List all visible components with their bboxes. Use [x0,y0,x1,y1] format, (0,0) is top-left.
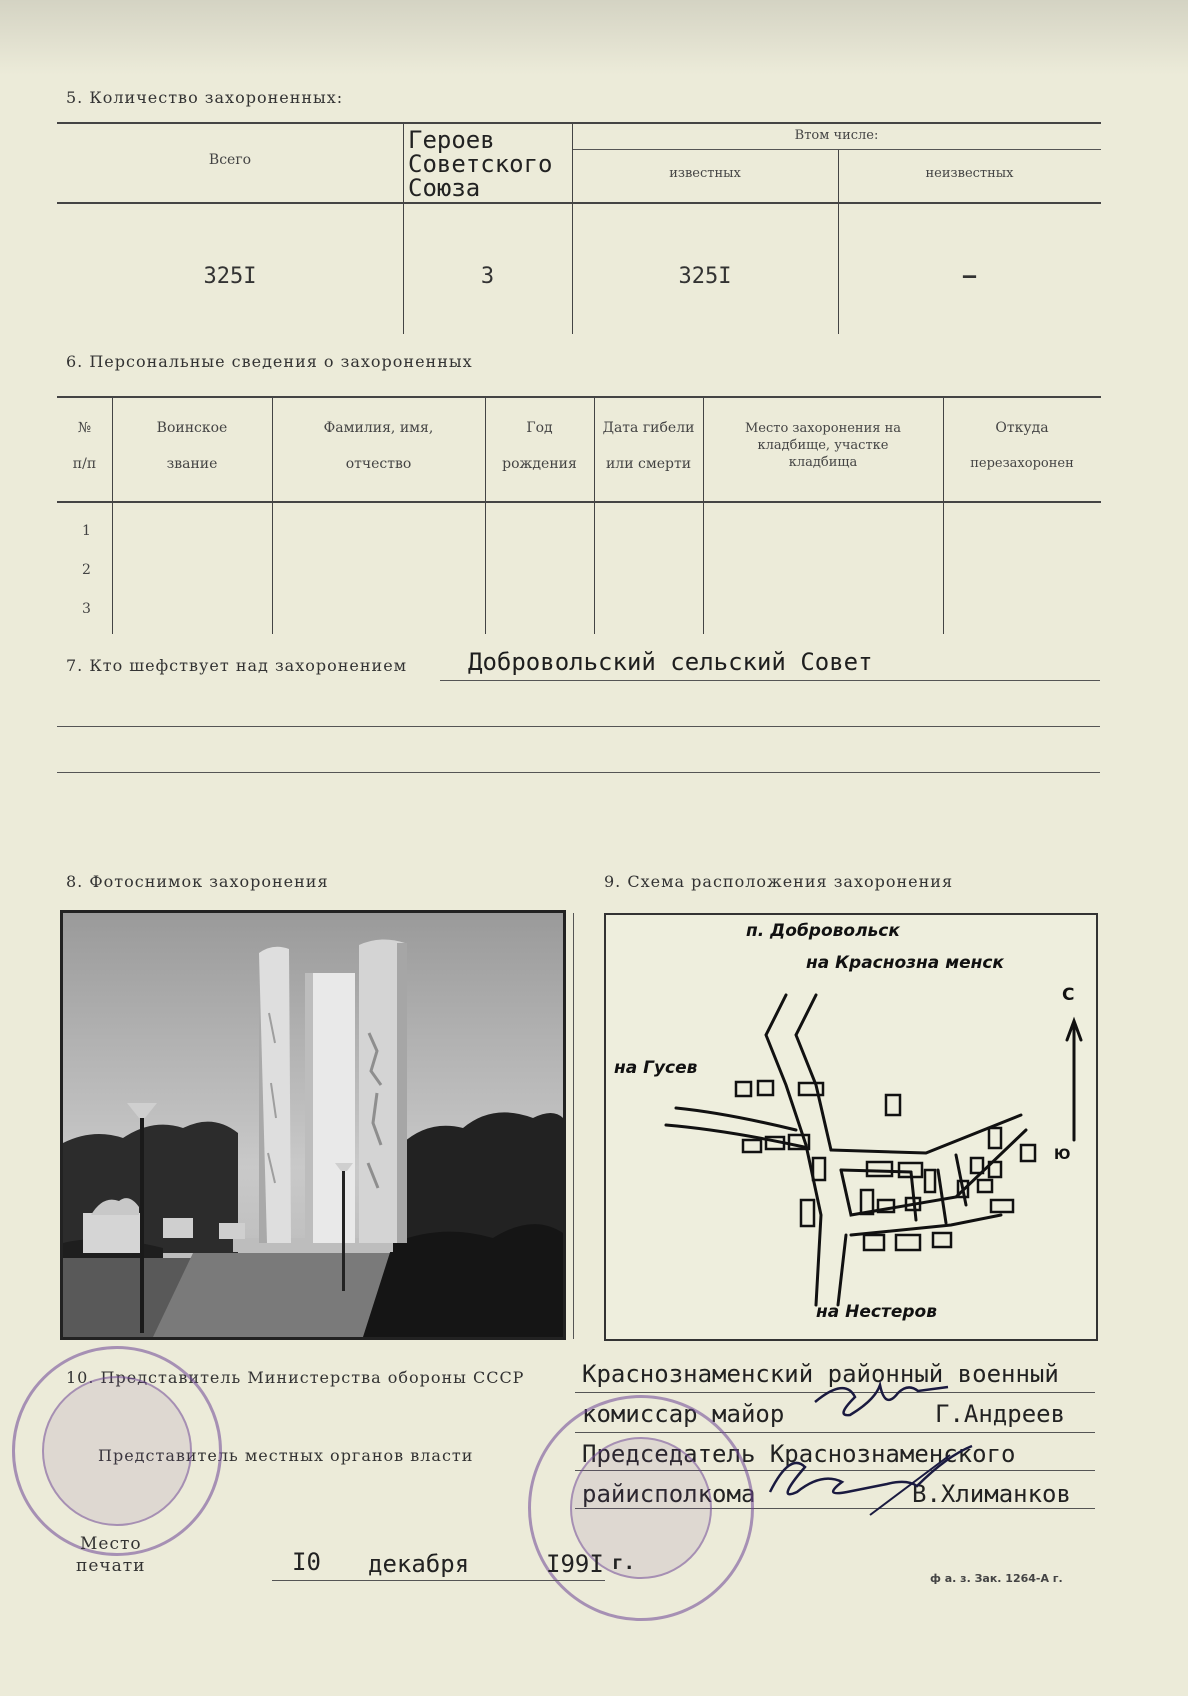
col-name-bottom: отчество [345,456,412,472]
total-header: Всего [208,152,252,168]
col-name-top: Фамилия, имя, [323,420,434,436]
patron-value: Добровольский сельский Совет [468,648,873,676]
row-number: 1 [82,523,91,539]
to-nesterov-label: на Нестеров [816,1302,937,1322]
date-line [345,1580,545,1581]
ministry-line-1: Краснознаменский районный военный [582,1360,1059,1388]
known-value: 325I [678,264,732,289]
location-scheme [604,913,1098,1341]
scheme-map-drawing [606,915,1096,1339]
row-number: 2 [82,562,91,578]
seal-place-label: печати [76,1556,146,1576]
section6-title: 6. Персональные сведения о захороненных [66,352,473,371]
section9-title: 9. Схема расположения захоронения [604,872,954,891]
seal-place-label: Место [80,1534,142,1554]
s7-line [57,772,1100,773]
date-year-suffix: г. [612,1552,635,1574]
date-day: I0 [292,1548,321,1576]
local-line-1: Председатель Краснознаменского [582,1440,1016,1468]
ministry-line-2: комиссар майор [582,1400,785,1428]
col-rank-bottom: звание [166,456,218,472]
left-seal-emblem [42,1376,192,1526]
row-number: 3 [82,601,91,617]
heroes-value: 3 [480,264,495,289]
s5-divider [403,124,404,334]
section7-label: 7. Кто шефствует над захоронением [66,656,408,675]
heroes-header: Героев Советского Союза [408,126,553,202]
local-representative-label: Представитель местных органов власти [98,1446,474,1465]
col-place-top: Место захоронения на кладбище, участке [744,421,902,453]
s5-top-rule [57,122,1101,124]
photo-frame-edge [573,913,574,1339]
s7-line [57,726,1100,727]
col-place-bottom: кладбища [788,455,858,470]
s5-header-rule [57,202,1101,204]
s6-header-rule [57,501,1101,503]
south-label: Ю [1054,1147,1071,1163]
s7-line [440,680,1100,681]
memorial-photo-image [63,913,563,1337]
col-number-bottom: п/п [72,456,97,472]
date-month: декабря [368,1550,470,1578]
unknown-value: – [962,264,977,289]
page-top-shadow [0,0,1188,75]
ministry-name: Г.Андреев [935,1400,1066,1428]
burial-photo [60,910,566,1340]
total-value: 325I [203,264,257,289]
village-label: п. Добровольск [746,921,900,941]
date-year: I99I [546,1550,604,1578]
local-line-2: райисполкома [582,1480,756,1508]
print-code: ф а. з. Зак. 1264-А г. [930,1572,1063,1585]
including-header: Втом числе: [794,128,879,143]
col-birth-bottom: рождения [502,456,577,472]
known-header: известных [669,166,741,181]
section5-title: 5. Количество захороненных: [66,88,344,107]
s6-divider [703,398,704,634]
col-origin-top: Откуда [995,420,1049,436]
to-krasnoznamensk-label: на Краснозна менск [806,953,1004,973]
col-number-top: № [77,420,92,436]
col-birth-top: Год [526,420,553,436]
s5-sub-rule [572,149,1101,150]
sign-line [575,1392,1095,1393]
north-label: С [1062,985,1075,1005]
to-gusev-label: на Гусев [614,1058,698,1078]
date-line [272,1580,348,1581]
s5-divider [572,124,573,334]
col-death-top: Дата гибели [602,420,695,436]
col-death-bottom: или смерти [605,456,692,472]
col-origin-bottom: перезахоронен [970,456,1074,471]
col-rank-top: Воинское [156,420,228,436]
ministry-representative-label: 10. Представитель Министерства обороны СССР [66,1368,525,1387]
section8-title: 8. Фотоснимок захоронения [66,872,329,891]
unknown-header: неизвестных [925,166,1014,181]
date-line [545,1580,605,1581]
s6-top-rule [57,396,1101,398]
local-name: В.Хлиманков [912,1480,1071,1508]
